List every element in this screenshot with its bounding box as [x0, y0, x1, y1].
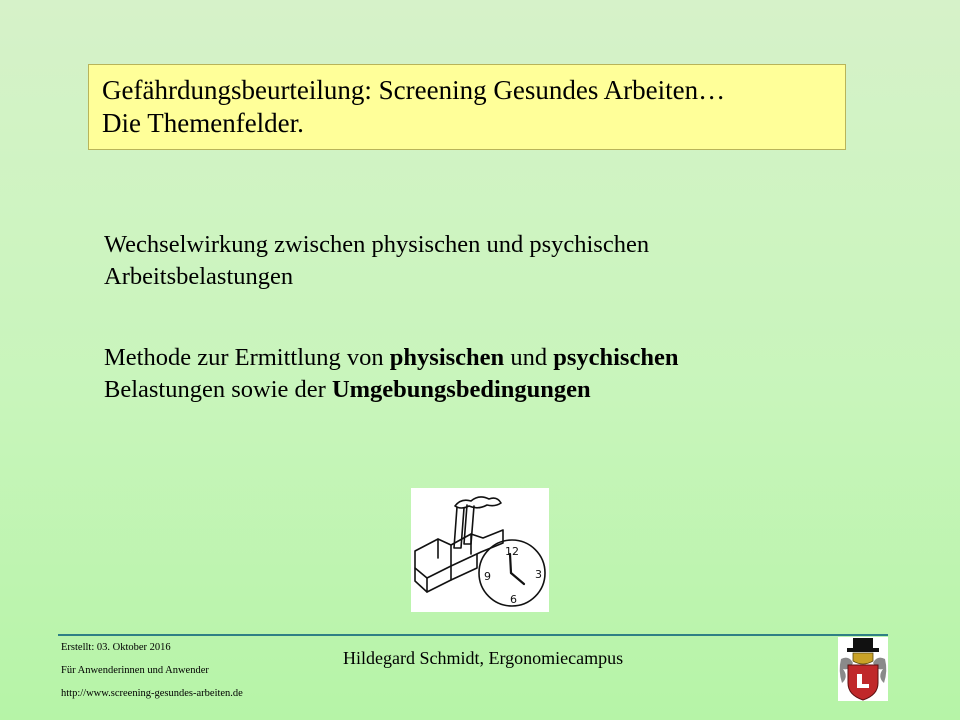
logo-hat-brim-shape — [847, 648, 879, 652]
slide-title-box — [88, 64, 846, 150]
factory-clock-drawing — [411, 488, 549, 612]
clock-number-12: 12 — [505, 545, 519, 558]
method-text-1: Methode zur Ermittlung von — [104, 344, 390, 371]
clock-number-6: 6 — [510, 593, 517, 606]
factory-wall-left-shape — [415, 568, 427, 592]
method-bold-environment: Umgebungsbedingungen — [331, 376, 591, 403]
method-bold-psychic: psychischen — [553, 344, 679, 371]
clock-hour-hand-shape — [511, 573, 524, 584]
method-text-2: und — [504, 344, 554, 371]
factory-wall-front-shape — [427, 566, 451, 592]
smoke-cloud-shape — [455, 497, 501, 508]
paragraph-method — [104, 342, 864, 406]
paragraph-method-line-1 — [104, 342, 864, 374]
clock-number-9: 9 — [484, 570, 491, 583]
paragraph-interaction — [104, 229, 864, 293]
slide-title-line-2: Die Themenfelder. — [102, 108, 304, 138]
method-bold-physical: physischen — [389, 344, 505, 371]
clock-number-3: 3 — [535, 568, 542, 581]
footer-audience: Für Anwenderinnen und Anwender — [61, 665, 209, 676]
paragraph-interaction-line-2: Arbeitsbelastungen — [104, 263, 294, 290]
slide-title-line-1: Gefährdungsbeurteilung: Screening Gesundes Arbeiten… — [102, 75, 726, 105]
factory-wall-side-shape — [451, 554, 477, 580]
coat-of-arms-icon — [838, 637, 888, 701]
method-text-3: Belastungen sowie der — [104, 376, 332, 403]
logo-helmet-shape — [853, 653, 873, 664]
footer-created-date: Erstellt: 03. Oktober 2016 — [61, 642, 171, 653]
paragraph-interaction-line-1: Wechselwirkung zwischen physischen und psychischen — [104, 231, 650, 258]
logo-hat-crown-shape — [853, 638, 873, 649]
chimney-2-shape — [464, 505, 474, 544]
footer-presenter: Hildegard Schmidt, Ergonomiecampus — [343, 648, 624, 668]
footer-url-link[interactable]: http://www.screening-gesundes-arbeiten.de — [61, 688, 243, 699]
footer-divider — [58, 634, 888, 636]
logo-shield-shape — [848, 665, 878, 700]
factory-clock-illustration — [411, 488, 549, 612]
paragraph-method-line-2 — [104, 374, 864, 406]
coat-of-arms-logo — [838, 637, 888, 701]
